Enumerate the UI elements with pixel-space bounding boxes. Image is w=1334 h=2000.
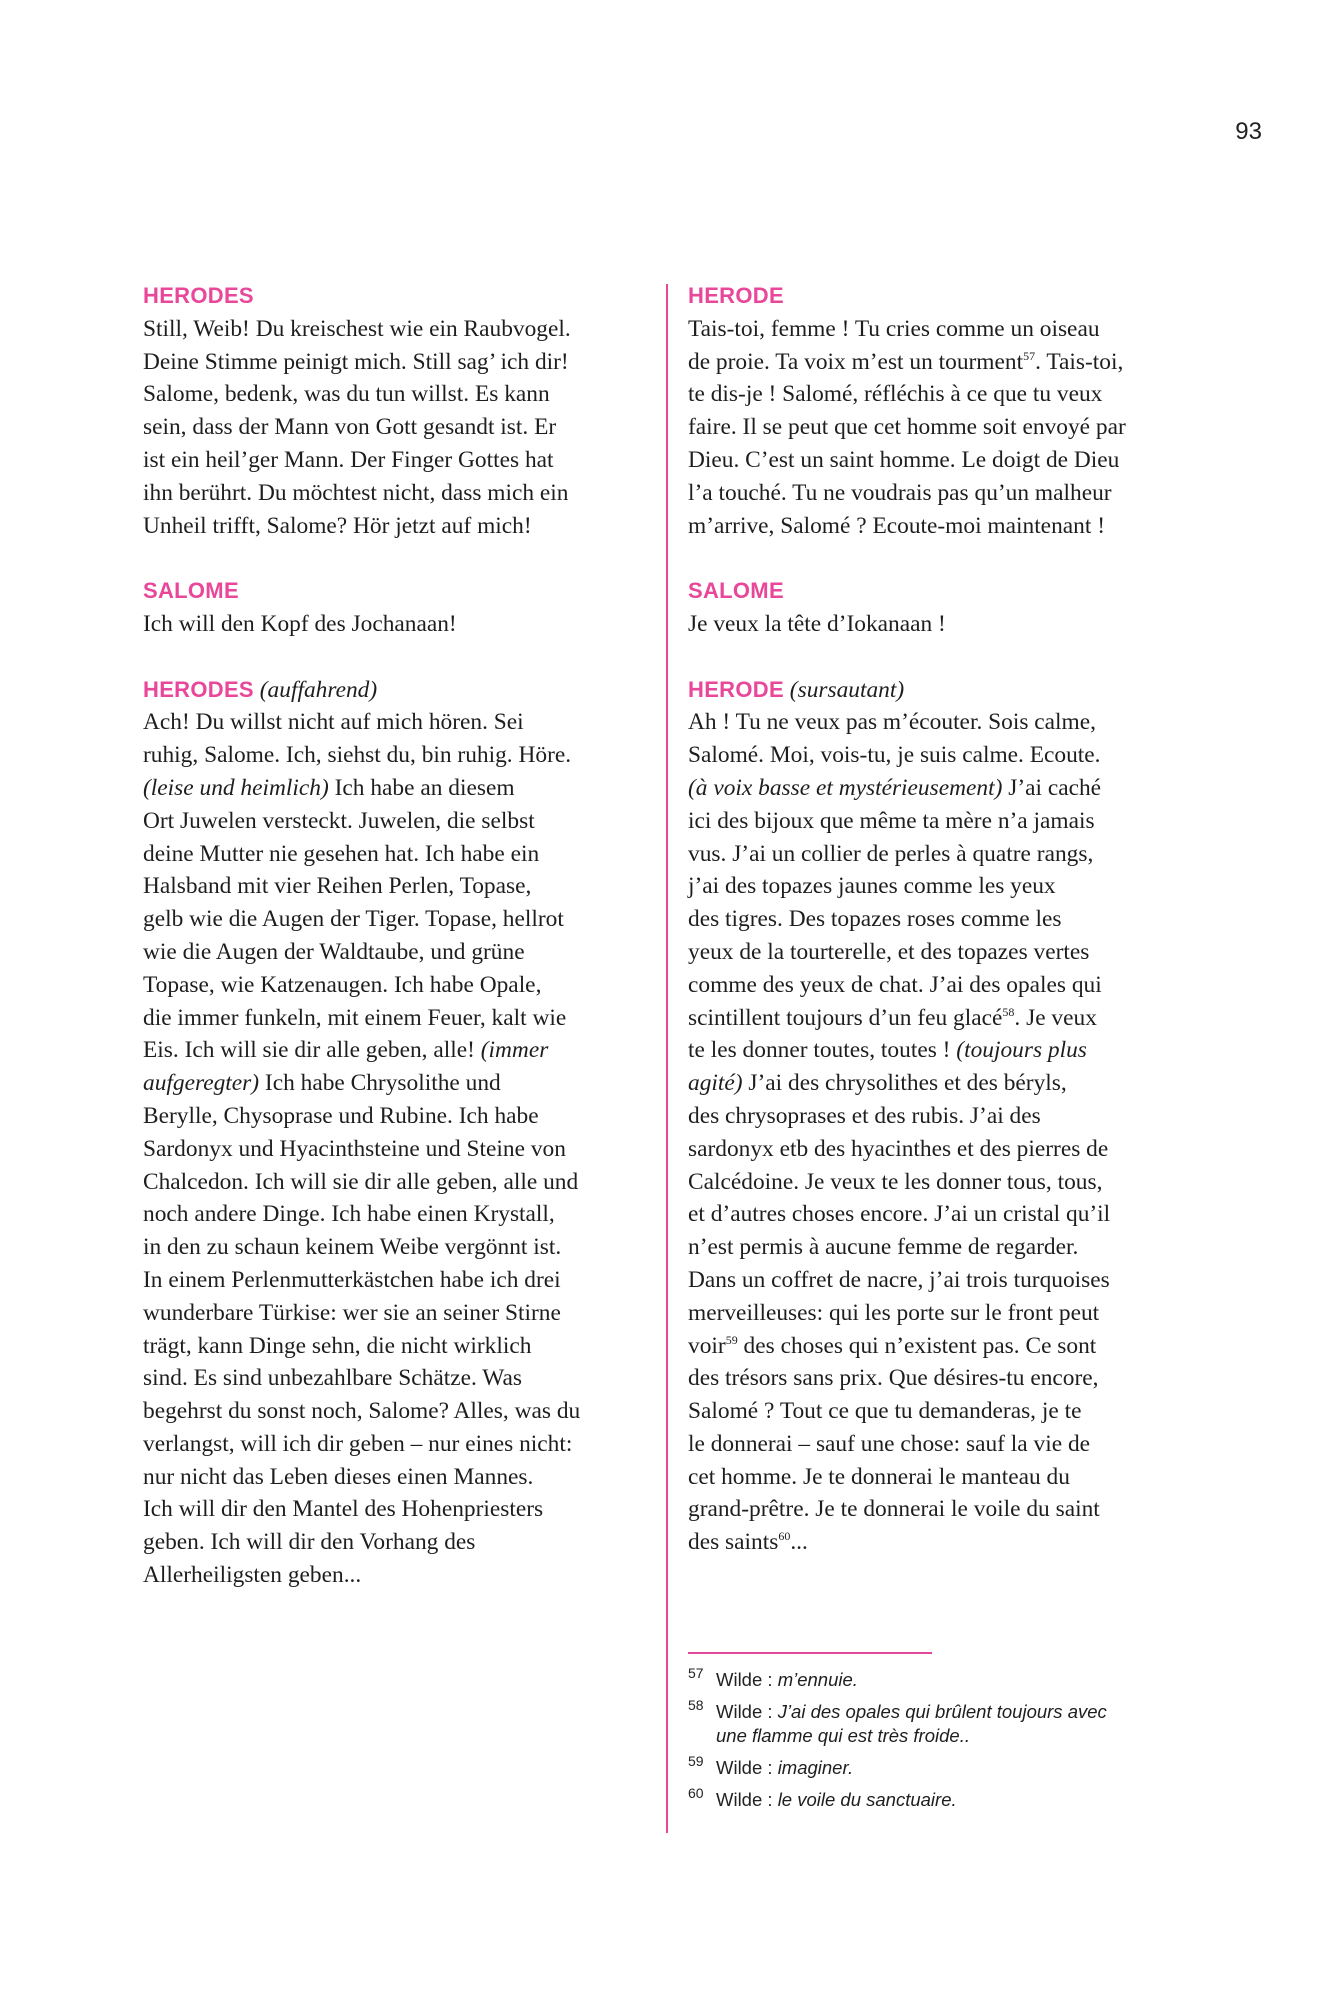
text-fragment: . Je veux [1014,1004,1097,1031]
text-fragment: te les donner toutes, toutes ! [688,1037,957,1064]
text-line: Dieu. C’est un saint homme. Le doigt de Dieu [688,446,1120,473]
speech-block [688,280,1208,542]
stage-direction: (leise und heimlich) [143,774,329,801]
footnote-prefix: Wilde : [716,1701,778,1722]
speaker-heading [688,674,1208,707]
speaker-name: HERODES [143,283,254,308]
text-line: Deine Stimme peinigt mich. Still sag’ ich dir! [143,348,569,375]
footnote [688,1697,1208,1748]
text-line: Ich will dir den Mantel des Hohenpriesters [143,1496,544,1523]
footnotes [688,1665,1208,1820]
text-line: te dis-je ! Salomé, réfléchis à ce que tu veux [688,381,1103,408]
text-line: Dans un coffret de nacre, j’ai trois turquoises [688,1266,1110,1293]
french-column [688,280,1208,1592]
text-line: merveilleuses: qui les porte sur le front peut [688,1299,1100,1326]
text-line [688,1526,1208,1559]
footnote [688,1753,1208,1780]
text-line: cet homme. Je te donnerai le manteau du [688,1463,1070,1490]
text-fragment: des choses qui n’existent pas. Ce sont [737,1332,1097,1359]
text-fragment: des saints [688,1529,779,1556]
text-line: comme des yeux de chat. J’ai des opales qui [688,971,1102,998]
text-line: ici des bijoux que même ta mère n’a jamais [688,807,1095,834]
text-line: ruhig, Salome. Ich, siehst du, bin ruhig. Höre. [143,742,572,769]
text-fragment: Ich habe an diesem [328,774,515,801]
text-line: Ich will den Kopf des Jochanaan! [143,610,457,637]
footnote-text: J’ai des opales qui brûlent toujours avec [777,1701,1107,1722]
text-fragment: Eis. Ich will sie dir alle geben, alle! [143,1037,481,1064]
text-line: Still, Weib! Du kreischest wie ein Raubvogel. [143,315,571,342]
text-line: des tigres. Des topazes roses comme les [688,906,1062,933]
text-line: faire. Il se peut que cet homme soit envoyé par [688,414,1126,441]
stage-direction: (auffahrend) [259,676,378,703]
footnote-number: 58 [688,1697,704,1713]
footnote [688,1665,1208,1692]
text-line: Je veux la tête d’Iokanaan ! [688,610,946,637]
text-fragment: J’ai caché [1002,774,1102,801]
text-line: trägt, kann Dinge sehn, die nicht wirklich [143,1332,532,1359]
text-line: Unheil trifft, Salome? Hör jetzt auf mich! [143,512,532,539]
text-line: sardonyx etb des hyacinthes et des pierres de [688,1135,1109,1162]
text-line: geben. Ich will dir den Vorhang des [143,1529,476,1556]
text-line: nur nicht das Leben dieses einen Mannes. [143,1463,534,1490]
text-line: yeux de la tourterelle, et des topazes vertes [688,938,1090,965]
text-fragment: . Tais-toi, [1035,348,1124,375]
text-line: Salome, bedenk, was du tun willst. Es kann [143,381,550,408]
speaker-name: HERODES [143,676,254,702]
text-line [688,346,1208,379]
text-line: l’a touché. Tu ne voudrais pas qu’un malheur [688,479,1112,506]
text-line: ist ein heil’ger Mann. Der Finger Gottes hat [143,446,554,473]
text-line: Salomé ? Tout ce que tu demanderas, je te [688,1398,1082,1425]
text-line: noch andere Dinge. Ich habe einen Krystall, [143,1201,555,1228]
text-line [143,1034,663,1067]
text-line: wie die Augen der Waldtaube, und grüne [143,938,525,965]
speech-block [143,280,663,542]
footnote-number: 59 [688,1753,704,1769]
speaker-name: SALOME [143,578,239,604]
stage-direction: (toujours plus [956,1037,1087,1064]
footnote-prefix: Wilde : [716,1669,778,1690]
text-line: des trésors sans prix. Que désires-tu encore, [688,1365,1099,1392]
text-line: Salomé. Moi, vois-tu, je suis calme. Ecoute. [688,742,1101,769]
text-line: Calcédoine. Je veux te les donner tous, tous, [688,1168,1103,1195]
page-number: 93 [1235,118,1262,145]
text-line: Berylle, Chysoprase und Rubine. Ich habe [143,1102,539,1129]
text-line: Ach! Du willst nicht auf mich hören. Sei [143,709,524,736]
text-line: begehrst du sonst noch, Salome? Alles, was du [143,1398,581,1425]
stage-direction: (à voix basse et mystérieusement) [688,774,1003,801]
stage-direction: aufgeregter) [143,1070,260,1097]
text-line [143,772,663,805]
footnote-ref[interactable]: 58 [1002,1004,1015,1019]
text-line: Sardonyx und Hyacinthsteine und Steine von [143,1135,566,1162]
speech-block [143,674,663,1592]
footnote [688,1785,1208,1812]
text-line: Halsband mit vier Reihen Perlen, Topase, [143,873,532,900]
german-column [143,280,663,1625]
text-line: gelb wie die Augen der Tiger. Topase, hellrot [143,906,564,933]
footnote-ref[interactable]: 59 [725,1332,738,1347]
speaker-heading [143,674,663,707]
text-line [688,1067,1208,1100]
footnote-text: imaginer. [777,1757,854,1778]
speaker-name: SALOME [688,578,784,604]
speech-block [688,674,1208,1560]
text-line: grand-prêtre. Je te donnerai le voile du saint [688,1496,1100,1523]
footnote-number: 57 [688,1665,704,1681]
text-line: in den zu schaun keinem Weibe vergönnt ist. [143,1234,562,1261]
text-line: Ah ! Tu ne veux pas m’écouter. Sois calme, [688,709,1096,736]
text-line: sein, dass der Mann von Gott gesandt ist. Er [143,414,557,441]
stage-direction: (immer [480,1037,549,1064]
speech-block [688,575,1208,641]
text-fragment: voir [688,1332,726,1359]
footnote-text: m’ennuie. [777,1669,858,1690]
text-line: sind. Es sind unbezahlbare Schätze. Was [143,1365,522,1392]
text-fragment: scintillent toujours d’un feu glacé [688,1004,1003,1031]
text-line: Chalcedon. Ich will sie dir alle geben, alle und [143,1168,579,1195]
text-line: wunderbare Türkise: wer sie an seiner Stirne [143,1299,561,1326]
text-line [688,772,1208,805]
footnote-text: le voile du sanctuaire. [777,1789,957,1810]
text-line: j’ai des topazes jaunes comme les yeux [688,873,1056,900]
text-line: des chrysoprases et des rubis. J’ai des [688,1102,1041,1129]
footnote-ref[interactable]: 60 [778,1529,791,1544]
text-line [688,1002,1208,1035]
text-line: et d’autres choses encore. J’ai un cristal qu’il [688,1201,1111,1228]
text-line: Topase, wie Katzenaugen. Ich habe Opale, [143,971,542,998]
text-fragment: de proie. Ta voix m’est un tourment [688,348,1024,375]
text-fragment: Ich habe Chrysolithe und [259,1070,501,1097]
text-line: le donnerai – sauf une chose: sauf la vie de [688,1430,1091,1457]
text-line: die immer funkeln, mit einem Feuer, kalt wie [143,1004,567,1031]
column-divider [666,284,668,1833]
text-line: Tais-toi, femme ! Tu cries comme un oiseau [688,315,1100,342]
footnote-prefix: Wilde : [716,1789,778,1810]
text-line: deine Mutter nie gesehen hat. Ich habe ein [143,840,540,867]
text-line: m’arrive, Salomé ? Ecoute-moi maintenant ! [688,512,1105,539]
text-line: vus. J’ai un collier de perles à quatre rangs, [688,840,1094,867]
text-line: ihn berührt. Du möchtest nicht, dass mich ein [143,479,569,506]
text-line: Ort Juwelen versteckt. Juwelen, die selbst [143,807,535,834]
text-line [688,1330,1208,1363]
footnote-text: une flamme qui est très froide.. [716,1725,970,1746]
speech-block [143,575,663,641]
speaker-name: HERODE [688,283,784,308]
text-line: verlangst, will ich dir geben – nur eines nicht: [143,1430,573,1457]
footnote-rule [688,1652,932,1654]
footnote-prefix: Wilde : [716,1757,778,1778]
footnote-ref[interactable]: 57 [1023,348,1036,363]
stage-direction: (sursautant) [789,676,905,703]
text-fragment: ... [790,1529,808,1556]
text-line [143,1067,663,1100]
speaker-name: HERODE [688,676,784,702]
text-line [688,1034,1208,1067]
text-line: Allerheiligsten geben... [143,1562,362,1589]
stage-direction: agité) [688,1070,743,1097]
footnote-number: 60 [688,1785,704,1801]
text-fragment: J’ai des chrysolithes et des béryls, [742,1070,1067,1097]
text-line: n’est permis à aucune femme de regarder. [688,1234,1079,1261]
text-line: In einem Perlenmutterkästchen habe ich drei [143,1266,561,1293]
